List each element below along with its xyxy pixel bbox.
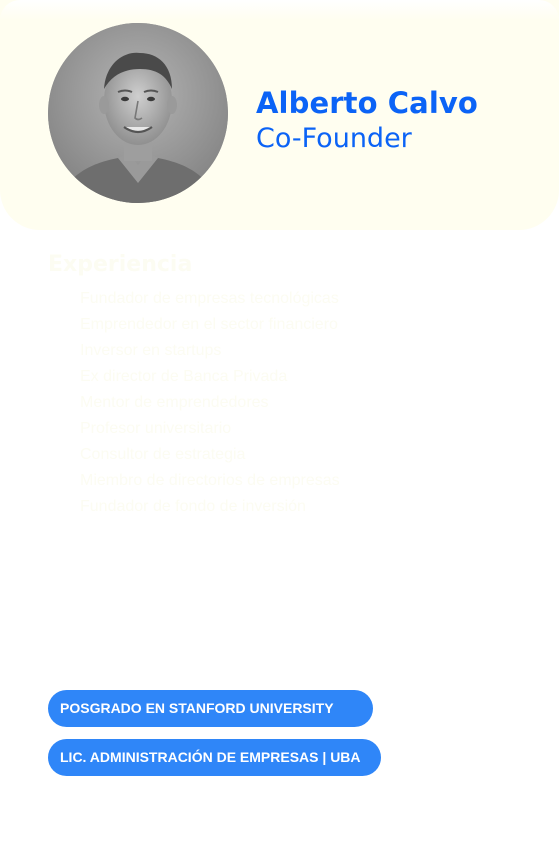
list-item: Ex director de Banca Privada (80, 368, 288, 385)
avatar (48, 23, 228, 203)
portrait-photo (48, 23, 228, 203)
list-item: Emprendedor en el sector financiero (80, 316, 338, 333)
education-badge-stanford: POSGRADO EN STANFORD UNIVERSITY (48, 690, 373, 727)
education-badge-uba: LIC. ADMINISTRACIÓN DE EMPRESAS | UBA (48, 739, 381, 776)
list-item: Mentor de emprendedores (80, 394, 269, 411)
list-item: Fundador de empresas tecnológicas (80, 290, 339, 307)
profile-name: Alberto Calvo (256, 86, 478, 120)
list-item: Fundador de fondo de inversión (80, 498, 306, 515)
list-item: Inversor en startups (80, 342, 222, 359)
list-item: Profesor universitario (80, 420, 232, 437)
card-top-fade (0, 0, 559, 20)
list-item: Miembro de directorios de empresas (80, 472, 340, 489)
experience-list (80, 288, 340, 522)
list-item: Consultor de estrategia (80, 446, 246, 463)
experience-heading: Experiencia (48, 252, 193, 277)
profile-role: Co-Founder (256, 123, 412, 154)
